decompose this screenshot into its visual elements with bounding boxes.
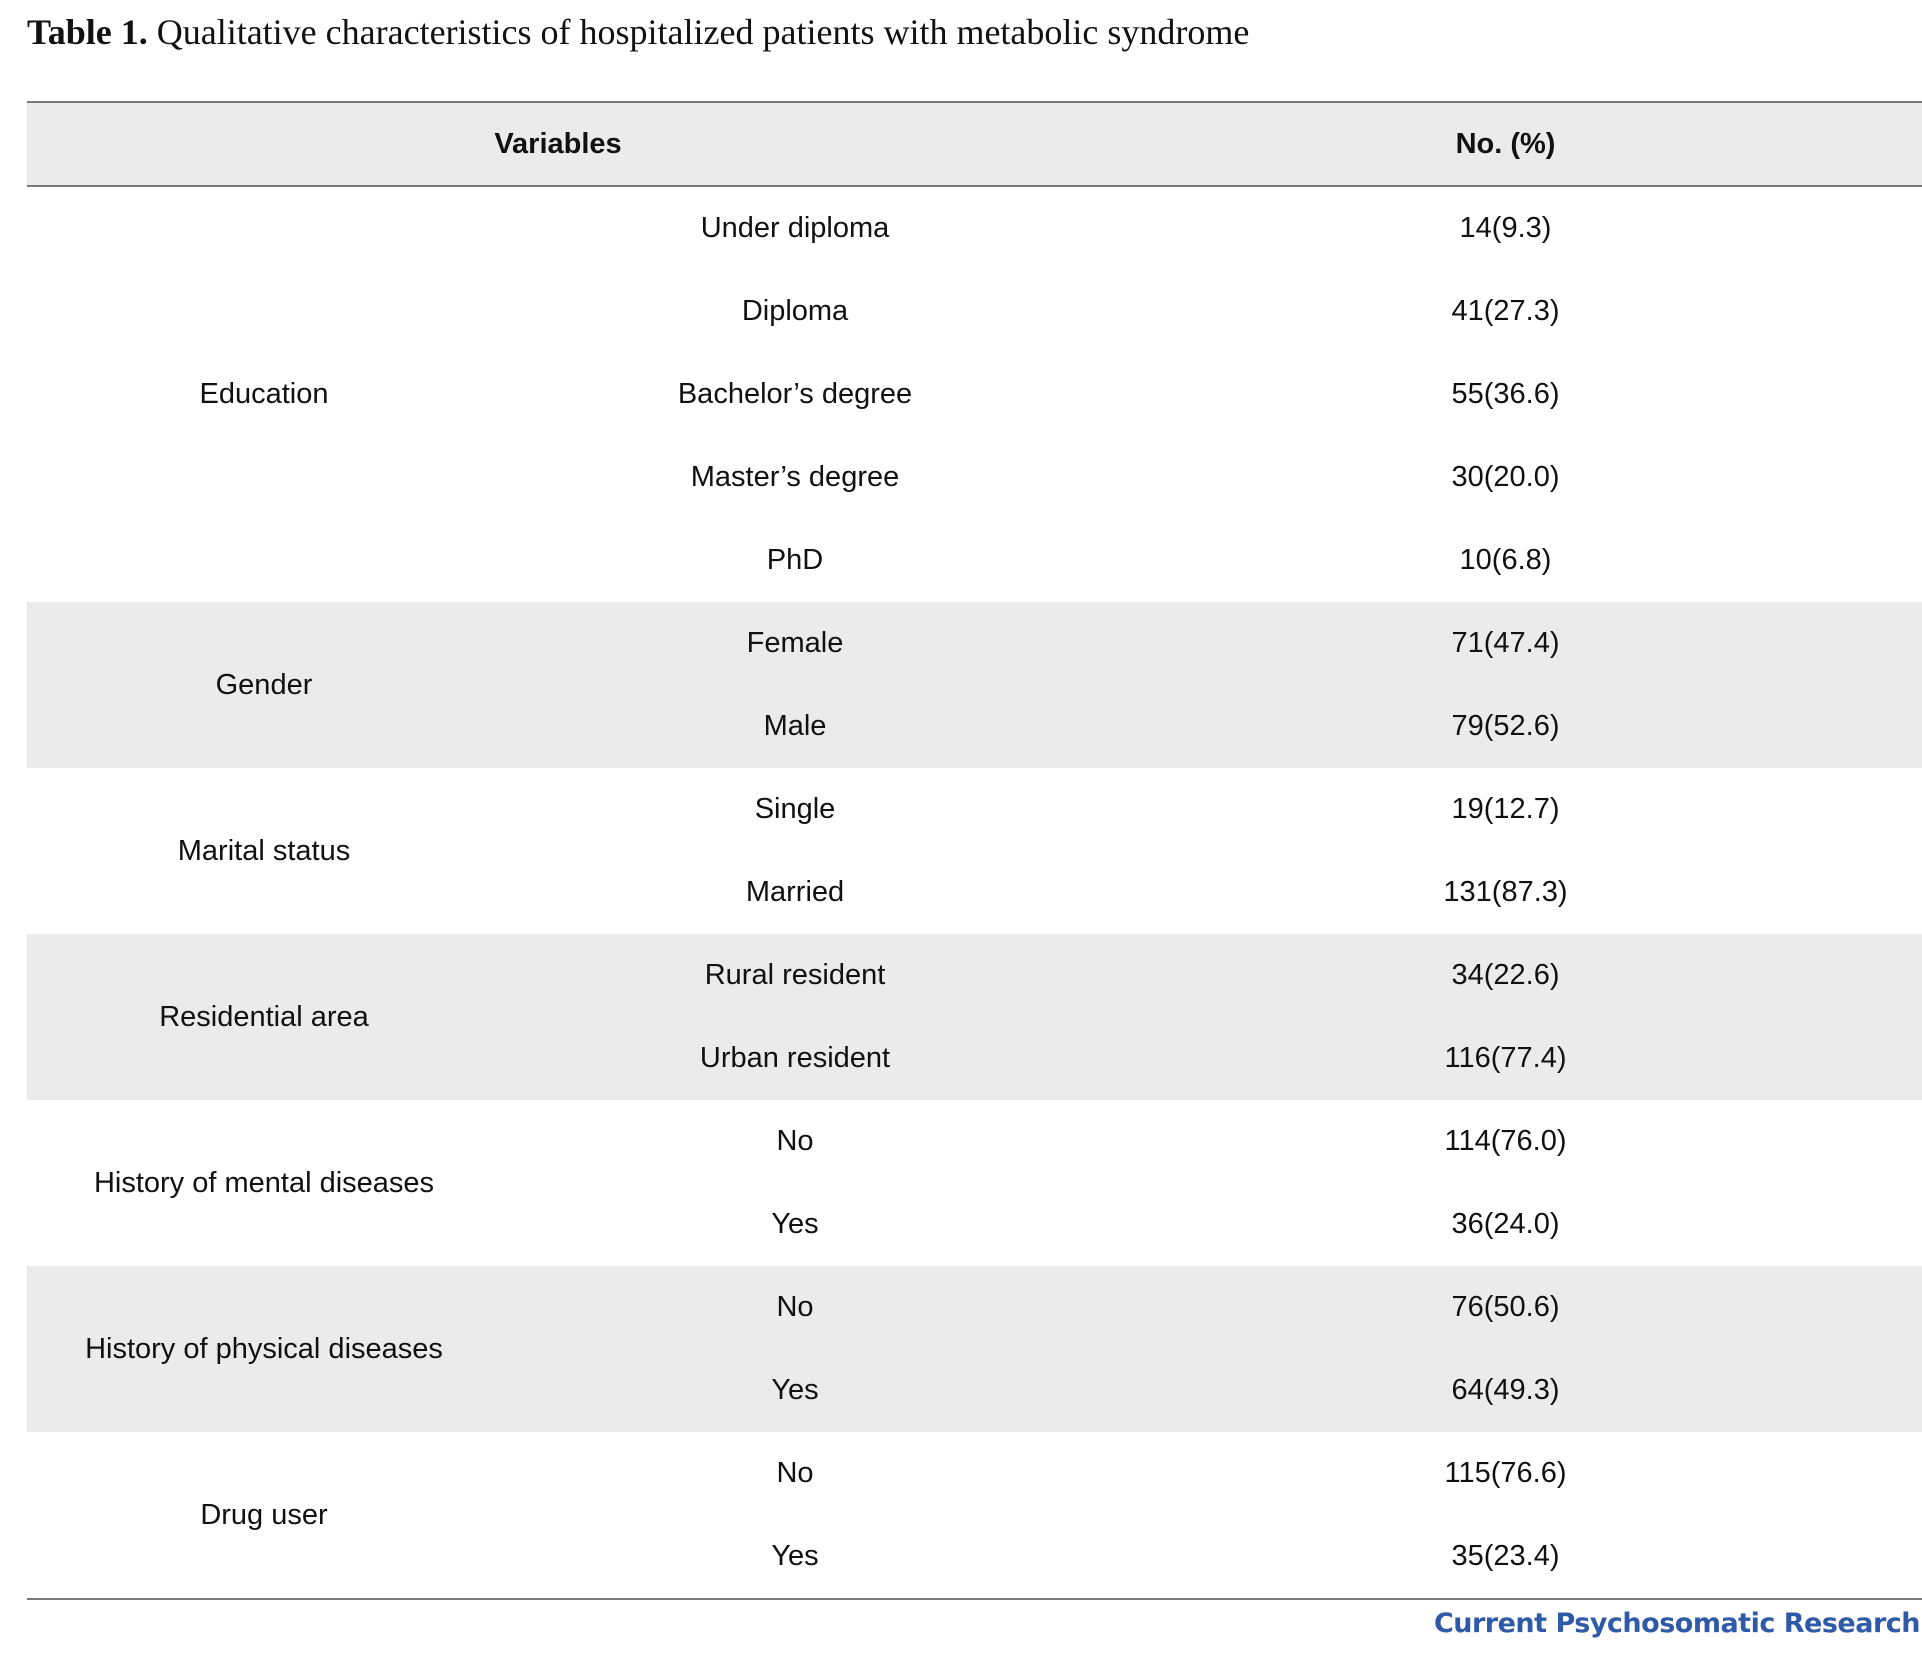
header-variables: Variables: [27, 102, 1089, 186]
category-cell: Diploma: [741, 295, 849, 327]
category-cell: Female: [501, 602, 1089, 685]
category-cell: Married: [745, 876, 845, 908]
table-row: [27, 1432, 1922, 1515]
count-cell: 34(22.6): [1089, 934, 1922, 1017]
data-table: [27, 101, 1922, 1600]
journal-name: Current Psychosomatic Research: [1433, 1608, 1920, 1639]
category-cell: No: [501, 1266, 1089, 1349]
category-cell: Yes: [771, 1208, 819, 1240]
data-table-container: [27, 101, 1922, 1600]
table-row: [27, 602, 1922, 685]
count-cell: 76(50.6): [1089, 1266, 1922, 1349]
count-cell: 35(23.4): [1089, 1515, 1922, 1599]
count-cell: 64(49.3): [1089, 1349, 1922, 1432]
category-cell: No: [776, 1457, 814, 1489]
count-cell: 41(27.3): [1451, 295, 1560, 327]
category-cell: Master’s degree: [690, 461, 900, 493]
category-cell: Male: [501, 685, 1089, 768]
count-cell: 30(20.0): [1451, 461, 1560, 493]
count-cell: 55(36.6): [1451, 378, 1560, 410]
count-cell: 114(76.0): [1444, 1125, 1567, 1157]
table-row: [27, 1266, 1922, 1349]
variable-group-name: Drug user: [27, 1432, 501, 1599]
count-cell: 36(24.0): [1451, 1208, 1560, 1240]
count-cell: 79(52.6): [1089, 685, 1922, 768]
table-caption-label: Table 1.: [27, 12, 148, 52]
count-cell: 116(77.4): [1089, 1017, 1922, 1100]
variable-group-name: Gender: [27, 602, 501, 768]
variable-group-name: Residential area: [27, 934, 501, 1100]
count-cell: 10(6.8): [1459, 544, 1552, 576]
category-cell: No: [776, 1125, 814, 1157]
table-caption-text: Qualitative characteristics of hospitalized patients with metabolic syndrome: [156, 12, 1250, 52]
table-row: [27, 934, 1922, 1017]
category-cell: Bachelor’s degree: [677, 378, 913, 410]
category-cell: Urban resident: [501, 1017, 1089, 1100]
count-cell: 14(9.3): [1459, 212, 1552, 244]
category-cell: Under diploma: [700, 212, 890, 244]
table-caption: [27, 8, 1249, 56]
count-cell: 19(12.7): [1451, 793, 1560, 825]
count-cell: 115(76.6): [1444, 1457, 1567, 1489]
table-body: [27, 186, 1922, 1599]
variable-group-name: History of physical diseases: [27, 1266, 501, 1432]
category-cell: PhD: [766, 544, 824, 576]
header-count: No. (%): [1089, 102, 1922, 186]
category-cell: Single: [754, 793, 836, 825]
variable-group-name: Marital status: [177, 834, 351, 867]
variable-group-name: Education: [199, 378, 329, 410]
category-cell: Rural resident: [501, 934, 1089, 1017]
count-cell: 131(87.3): [1443, 876, 1568, 908]
table-row: [27, 1100, 1922, 1183]
table-header-row: [27, 102, 1922, 186]
count-cell: 71(47.4): [1089, 602, 1922, 685]
variable-group-name: History of mental diseases: [93, 1166, 435, 1199]
category-cell: Yes: [501, 1515, 1089, 1599]
category-cell: Yes: [501, 1349, 1089, 1432]
table-row: [27, 768, 1922, 851]
table-row: [27, 186, 1922, 270]
